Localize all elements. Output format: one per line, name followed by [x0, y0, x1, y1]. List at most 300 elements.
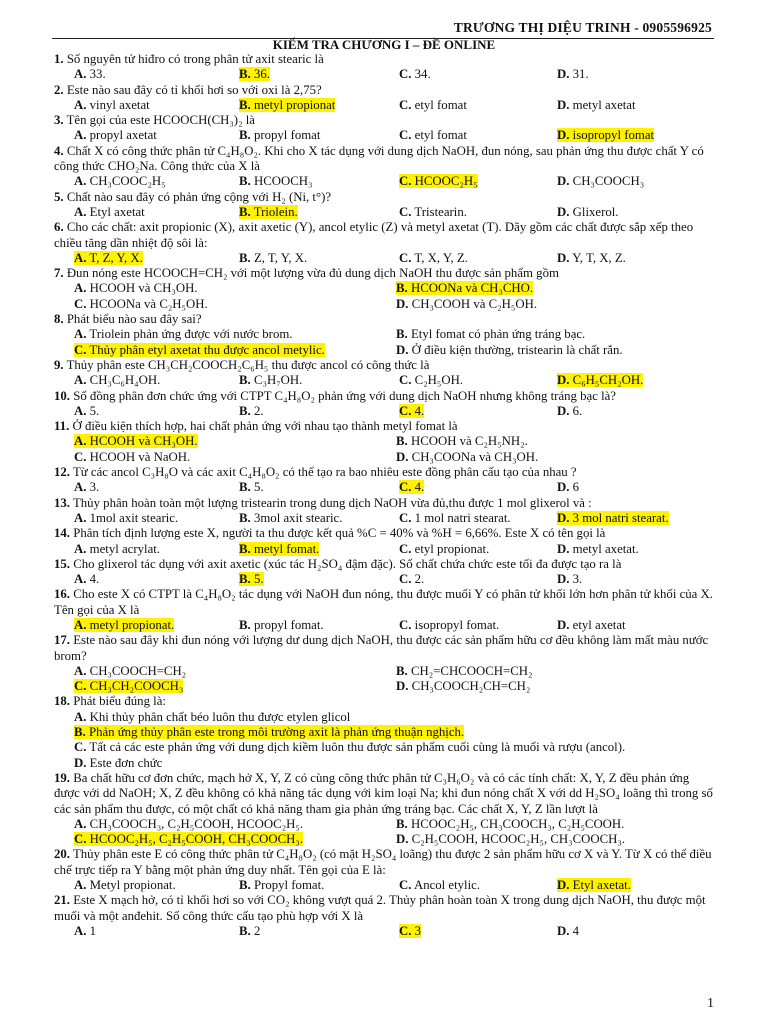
option-c[interactable]	[399, 542, 557, 557]
question-2	[54, 83, 714, 98]
question-number: 6.	[54, 220, 64, 235]
option-letter: A.	[74, 128, 87, 143]
option-letter: A.	[74, 373, 87, 388]
option-b[interactable]	[239, 511, 399, 526]
option-text: 4.	[414, 480, 425, 495]
option-letter: D.	[396, 342, 409, 357]
option-a[interactable]	[74, 924, 239, 939]
option-text: 1	[89, 923, 97, 938]
option-b[interactable]	[396, 664, 718, 679]
question-4	[54, 144, 714, 175]
option-text: 2	[253, 923, 261, 938]
option-text: C₂H₅COOH, HCOOC₂H₅, CH₃COOCH₃.	[411, 832, 626, 847]
option-d[interactable]	[557, 174, 717, 189]
option-letter: B.	[239, 97, 251, 112]
option-letter: A.	[74, 923, 87, 938]
option-d[interactable]	[396, 679, 718, 694]
question-8	[54, 312, 714, 327]
question-number: 8.	[54, 312, 64, 327]
option-row	[54, 67, 714, 82]
question-text: Ba chất hữu cơ đơn chức, mạch hở X, Y, Z có cùng công thức phân tử C₃H₆O₂ và có các tính chất: X, Y, Z đều phản ứng được với dd NaOH; X, Z đều không có khả năng tác dụng với kim loại Na; khi đun nóng chất X với dd H₂SO₄ loãng thì trong số các sản phẩm thu được, có một chất có khả năng tham gia phản ứng tráng bạc. Các chất X, Y, Z lần lượt là	[54, 770, 713, 816]
option-d[interactable]	[557, 128, 717, 143]
question-1	[54, 52, 714, 67]
option-letter: C.	[74, 832, 87, 847]
option-a[interactable]	[74, 511, 239, 526]
option-text: CH₃COOCH=CH₂	[89, 663, 187, 678]
option-text: metyl propionat.	[89, 617, 175, 632]
option-a[interactable]	[74, 128, 239, 143]
option-a[interactable]	[74, 817, 396, 832]
option-text: 33.	[89, 67, 106, 82]
option-text: 3mol axit stearic.	[253, 510, 343, 525]
option-text: propyl axetat	[89, 128, 157, 143]
question-text: Chất X có công thức phân tử C₄H₈O₂. Khi cho X tác dụng với dung dịch NaOH, đun nóng, sau phản ứng thu được chất Y có công thức CHO₂Na. Công thức của X là	[54, 143, 704, 174]
option-b[interactable]	[239, 404, 399, 419]
option-letter: D.	[396, 679, 409, 694]
option-text: HCOOCH₃	[253, 174, 313, 189]
option-text: etyl propionat.	[414, 541, 490, 556]
option-a[interactable]	[74, 710, 350, 724]
option-letter: D.	[557, 373, 570, 388]
question-text: Tên gọi của este HCOOCH(CH₃)₂ là	[66, 113, 255, 128]
option-c[interactable]	[399, 67, 557, 82]
option-row	[54, 511, 714, 526]
option-b[interactable]	[239, 542, 399, 557]
option-c[interactable]	[399, 924, 557, 939]
option-row	[54, 480, 714, 495]
option-text: Khi thủy phân chất béo luôn thu được etylen glicol	[89, 709, 351, 724]
question-5	[54, 190, 714, 205]
option-text: 3.	[572, 572, 583, 587]
option-b[interactable]	[396, 281, 718, 296]
option-row	[54, 832, 714, 847]
option-row	[54, 740, 714, 755]
option-letter: D.	[557, 403, 570, 418]
option-letter: D.	[557, 174, 570, 189]
question-15	[54, 557, 714, 572]
option-c[interactable]	[399, 511, 557, 526]
option-c[interactable]	[74, 740, 625, 754]
option-c[interactable]	[399, 251, 557, 266]
option-letter: C.	[399, 617, 412, 632]
option-text: Este đơn chức	[89, 755, 163, 770]
option-c[interactable]	[399, 878, 557, 893]
question-number: 16.	[54, 587, 70, 602]
option-text: Metyl propionat.	[89, 878, 176, 893]
option-letter: B.	[396, 327, 408, 342]
option-letter: B.	[239, 617, 251, 632]
question-text: Từ các ancol C₃H₈O và các axit C₄H₈O₂ có thể tạo ra bao nhiêu este đồng phân cấu tạo của nhau ?	[72, 465, 577, 480]
option-letter: C.	[399, 403, 412, 418]
option-c[interactable]	[74, 832, 396, 847]
option-b[interactable]	[239, 480, 399, 495]
option-letter: C.	[399, 878, 412, 893]
option-row	[54, 618, 714, 633]
question-text: Thủy phân hoàn toàn một lượng tristearin trong dung dịch NaOH vừa đủ,thu được 1 mol glixerol và :	[72, 495, 592, 510]
option-d[interactable]	[557, 98, 717, 113]
question-16	[54, 587, 714, 618]
option-letter: B.	[396, 281, 408, 296]
option-b[interactable]	[239, 878, 399, 893]
option-letter: B.	[239, 480, 251, 495]
option-text: HCOOH và C₂H₅NH₂.	[410, 434, 528, 449]
option-letter: A.	[74, 204, 87, 219]
option-d[interactable]	[396, 832, 718, 847]
option-text: isopropyl fomat	[572, 128, 655, 143]
option-text: CH₃C₆H₄OH.	[89, 373, 161, 388]
option-letter: B.	[239, 572, 251, 587]
question-number: 4.	[54, 143, 64, 158]
question-text: Cho este X có CTPT là C₄H₈O₂ tác dụng với NaOH đun nóng, thu được muối Y có phân tử khối lớn hơn phân tử khối của X. Tên gọi của X là	[54, 587, 713, 617]
option-b[interactable]	[239, 572, 399, 587]
option-letter: C.	[399, 128, 412, 143]
option-letter: A.	[74, 97, 87, 112]
option-c[interactable]	[399, 373, 557, 388]
option-letter: A.	[74, 174, 87, 189]
option-d[interactable]	[557, 480, 717, 495]
option-letter: C.	[74, 342, 87, 357]
option-b[interactable]	[239, 924, 399, 939]
option-letter: C.	[399, 923, 412, 938]
option-row	[54, 251, 714, 266]
option-text: 6.	[572, 403, 583, 418]
question-number: 14.	[54, 526, 70, 541]
option-text: CH₂=CHCOOCH=CH₂	[410, 663, 533, 678]
option-letter: D.	[557, 67, 570, 82]
question-number: 17.	[54, 633, 70, 648]
question-13	[54, 496, 714, 511]
option-a[interactable]	[74, 251, 239, 266]
option-b[interactable]	[239, 205, 399, 220]
question-number: 7.	[54, 266, 64, 281]
option-c[interactable]	[399, 205, 557, 220]
option-a[interactable]	[74, 327, 396, 342]
question-12	[54, 465, 714, 480]
option-c[interactable]	[74, 450, 396, 465]
option-text: 36.	[253, 67, 270, 82]
option-letter: D.	[557, 97, 570, 112]
question-text: Cho glixerol tác dụng với axit axetic (xúc tác H₂SO₄ đậm đặc). Số chất chứa chức este tối đa được tạo ra là	[73, 556, 622, 571]
question-text: Phân tích định lượng este X, người ta thu được kết quả %C = 40% và %H = 6,66%. Este X có tên gọi là	[73, 526, 606, 541]
option-letter: A.	[74, 327, 87, 342]
question-10	[54, 389, 714, 404]
question-number: 13.	[54, 495, 70, 510]
option-text: HCOONa và C₂H₅OH.	[89, 296, 208, 311]
option-letter: D.	[557, 128, 570, 143]
option-a[interactable]	[74, 572, 239, 587]
option-letter: B.	[396, 663, 408, 678]
option-d[interactable]	[557, 924, 717, 939]
option-letter: D.	[396, 449, 409, 464]
option-a[interactable]	[74, 542, 239, 557]
option-text: T, Z, Y, X.	[89, 250, 143, 265]
option-letter: A.	[74, 250, 87, 265]
option-d[interactable]	[396, 450, 718, 465]
option-a[interactable]	[74, 98, 239, 113]
option-text: Thủy phân etyl axetat thu được ancol metylic.	[89, 342, 325, 357]
option-letter: B.	[239, 923, 251, 938]
option-text: 4.	[414, 403, 425, 418]
option-letter: D.	[557, 480, 570, 495]
option-b[interactable]	[396, 327, 718, 342]
option-a[interactable]	[74, 174, 239, 189]
option-text: Etyl fomat có phản ứng tráng bạc.	[410, 327, 586, 342]
option-text: isopropyl fomat.	[414, 617, 500, 632]
option-row	[54, 434, 714, 449]
question-text: Đun nóng este HCOOCH=CH₂ với một lượng vừa đủ dung dịch NaOH thu được sản phẩm gồm	[66, 266, 559, 281]
option-c[interactable]	[399, 128, 557, 143]
option-a[interactable]	[74, 618, 239, 633]
question-number: 2.	[54, 82, 64, 97]
option-b[interactable]	[239, 128, 399, 143]
option-letter: A.	[74, 403, 87, 418]
option-letter: C.	[74, 740, 87, 755]
option-letter: B.	[239, 204, 251, 219]
question-number: 3.	[54, 113, 64, 128]
option-c[interactable]	[399, 404, 557, 419]
option-d[interactable]	[557, 511, 717, 526]
option-letter: A.	[74, 572, 87, 587]
question-text: Cho các chất: axit propionic (X), axit axetic (Y), ancol etylic (Z) và metyl axetat (T). Dãy gồm các chất được sắp xếp theo chiều tăng dần nhiệt độ sôi là:	[54, 220, 694, 250]
option-text: 1 mol natri stearat.	[414, 510, 511, 525]
option-row	[54, 174, 714, 189]
option-letter: B.	[239, 67, 251, 82]
option-letter: B.	[239, 174, 251, 189]
option-b[interactable]	[239, 67, 399, 82]
option-text: CH₃COOH và C₂H₅OH.	[411, 296, 538, 311]
option-letter: A.	[74, 67, 87, 82]
option-d[interactable]	[557, 404, 717, 419]
option-a[interactable]	[74, 480, 239, 495]
option-d[interactable]	[557, 205, 717, 220]
option-text: C₆H₅CH₂OH.	[572, 373, 644, 388]
option-letter: C.	[399, 572, 412, 587]
option-letter: C.	[399, 174, 412, 189]
option-b[interactable]	[239, 98, 399, 113]
option-row	[54, 878, 714, 893]
option-text: 5.	[253, 572, 264, 587]
option-letter: B.	[239, 510, 251, 525]
option-c[interactable]	[399, 572, 557, 587]
option-d[interactable]	[557, 542, 717, 557]
option-letter: B.	[239, 403, 251, 418]
question-17	[54, 633, 714, 664]
option-c[interactable]	[399, 174, 557, 189]
option-text: 5.	[89, 403, 100, 418]
option-text: Glixerol.	[572, 204, 619, 219]
option-d[interactable]	[557, 878, 717, 893]
option-b[interactable]	[396, 434, 718, 449]
option-text: metyl fomat.	[253, 541, 320, 556]
option-d[interactable]	[396, 343, 718, 358]
option-a[interactable]	[74, 373, 239, 388]
question-number: 5.	[54, 189, 64, 204]
option-row	[54, 756, 714, 771]
option-text: CH₃COONa và CH₃OH.	[411, 449, 539, 464]
author-header: TRƯƠNG THỊ DIỆU TRINH - 0905596925	[453, 20, 712, 35]
option-d[interactable]	[74, 756, 162, 770]
option-c[interactable]	[74, 343, 396, 358]
option-letter: C.	[399, 250, 412, 265]
option-text: metyl propionat	[253, 97, 336, 112]
option-text: HCOOC₂H₅	[414, 174, 478, 189]
question-number: 19.	[54, 770, 70, 785]
page-number: 1	[707, 996, 714, 1011]
option-letter: C.	[74, 679, 87, 694]
option-letter: D.	[396, 832, 409, 847]
option-row	[54, 924, 714, 939]
option-text: Etyl axetat.	[572, 878, 631, 893]
option-letter: B.	[239, 128, 251, 143]
option-row	[54, 343, 714, 358]
option-row	[54, 817, 714, 832]
option-text: Etyl axetat	[89, 204, 145, 219]
option-b[interactable]	[239, 174, 399, 189]
question-6	[54, 220, 714, 251]
option-d[interactable]	[557, 373, 717, 388]
option-letter: C.	[399, 510, 412, 525]
option-text: etyl axetat	[572, 617, 626, 632]
option-text: vinyl axetat	[89, 97, 150, 112]
option-a[interactable]	[74, 664, 396, 679]
option-row	[54, 297, 714, 312]
option-a[interactable]	[74, 67, 239, 82]
question-text: Chất nào sau đây có phản ứng cộng với H₂ (Ni, t°)?	[66, 189, 332, 204]
option-letter: D.	[557, 617, 570, 632]
option-b[interactable]	[396, 817, 718, 832]
option-letter: D.	[557, 250, 570, 265]
option-letter: C.	[74, 449, 87, 464]
option-text: Phản ứng thủy phân este trong môi trường axit là phản ứng thuận nghịch.	[88, 725, 465, 740]
option-letter: D.	[396, 296, 409, 311]
option-text: metyl acrylat.	[89, 541, 161, 556]
question-number: 21.	[54, 893, 70, 908]
option-text: propyl fomat	[253, 128, 321, 143]
option-a[interactable]	[74, 205, 239, 220]
option-text: 3.	[89, 480, 100, 495]
option-a[interactable]	[74, 434, 396, 449]
option-letter: D.	[557, 923, 570, 938]
option-text: 2.	[414, 572, 425, 587]
option-letter: D.	[557, 572, 570, 587]
option-text: 4.	[89, 572, 100, 587]
option-row	[54, 572, 714, 587]
option-letter: D.	[557, 541, 570, 556]
option-letter: A.	[74, 510, 87, 525]
option-text: Y, T, X, Z.	[572, 250, 626, 265]
option-text: CH₃CH₂COOCH₃	[89, 679, 184, 694]
option-a[interactable]	[74, 878, 239, 893]
option-d[interactable]	[557, 67, 717, 82]
question-number: 12.	[54, 465, 70, 480]
question-text: Este X mạch hở, có tỉ khối hơi so với CO₂ không vượt quá 2. Thủy phân hoàn toàn X trong dung dịch NaOH, thu được một muối và một anđehit. Số công thức cấu tạo phù hợp với X là	[54, 893, 706, 923]
option-text: Triolein.	[253, 204, 298, 219]
question-text: Ở điều kiện thích hợp, hai chất phản ứng với nhau tạo thành metyl fomat là	[72, 419, 458, 434]
option-row	[54, 710, 714, 725]
option-text: metyl axetat.	[572, 541, 639, 556]
option-text: Z, T, Y, X.	[253, 250, 308, 265]
exam-title: KIỂM TRA CHƯƠNG I – ĐỀ ONLINE	[272, 37, 496, 52]
question-20	[54, 847, 714, 878]
option-d[interactable]	[557, 618, 717, 633]
option-letter: A.	[74, 878, 87, 893]
option-letter: A.	[74, 816, 87, 831]
option-c[interactable]	[74, 297, 396, 312]
option-c[interactable]	[399, 480, 557, 495]
option-a[interactable]	[74, 281, 396, 296]
option-row	[54, 205, 714, 220]
option-text: HCOOH và CH₃OH.	[89, 434, 198, 449]
option-text: 3 mol natri stearat.	[572, 510, 669, 525]
option-letter: A.	[74, 281, 87, 296]
question-21	[54, 893, 714, 924]
option-text: C₂H₅OH.	[414, 373, 464, 388]
option-letter: B.	[396, 434, 408, 449]
option-text: HCOONa và CH₃CHO.	[410, 281, 534, 296]
option-text: Tất cả các este phản ứng với dung dịch kiềm luôn thu được sản phẩm cuối cùng là muối và rượu (ancol).	[89, 740, 626, 755]
option-letter: B.	[239, 541, 251, 556]
option-text: HCOOH và CH₃OH.	[89, 281, 198, 296]
option-letter: C.	[399, 67, 412, 82]
option-text: Propyl fomat.	[253, 878, 325, 893]
option-text: HCOOC₂H₅, CH₃COOCH₃, C₂H₅COOH.	[410, 816, 625, 831]
option-d[interactable]	[557, 251, 717, 266]
question-text: Este nào sau đây có tỉ khối hơi so với oxi là 2,75?	[66, 82, 322, 97]
option-letter: B.	[239, 373, 251, 388]
option-row	[54, 664, 714, 679]
option-b[interactable]	[74, 725, 464, 739]
question-number: 10.	[54, 388, 70, 403]
question-text: Thủy phân este E có công thức phân tử C₄H₈O₂ (có mặt H₂SO₄ loãng) thu được 2 sản phẩm hữu cơ X và Y. Từ X có thể điều chế trực tiếp ra Y bằng một phản ứng duy nhất. Tên gọi của E là:	[54, 847, 712, 877]
option-text: Triolein phản ứng được với nước brom.	[89, 327, 293, 342]
option-b[interactable]	[239, 251, 399, 266]
option-b[interactable]	[239, 618, 399, 633]
question-text: Thủy phân este CH₃CH₂COOCH₂C₆H₅ thu được ancol có công thức là	[66, 357, 430, 372]
option-a[interactable]	[74, 404, 239, 419]
option-text: CH₃COOCH₃	[572, 174, 645, 189]
option-letter: B.	[239, 250, 251, 265]
option-letter: C.	[399, 204, 412, 219]
option-d[interactable]	[557, 572, 717, 587]
option-letter: C.	[399, 480, 412, 495]
question-14	[54, 526, 714, 541]
option-letter: A.	[74, 434, 87, 449]
option-text: CH₃COOCH₃, C₂H₅COOH, HCOOC₂H₅.	[89, 816, 304, 831]
option-row	[54, 373, 714, 388]
option-d[interactable]	[396, 297, 718, 312]
option-row	[54, 404, 714, 419]
option-letter: B.	[396, 816, 408, 831]
option-row	[54, 725, 714, 740]
question-number: 18.	[54, 694, 70, 709]
question-9	[54, 358, 714, 373]
option-b[interactable]	[239, 373, 399, 388]
option-text: Ancol etylic.	[413, 878, 481, 893]
option-row	[54, 327, 714, 342]
question-7	[54, 266, 714, 281]
option-text: 4	[572, 923, 580, 938]
question-number: 15.	[54, 556, 70, 571]
option-text: Tristearin.	[414, 204, 467, 219]
option-c[interactable]	[399, 98, 557, 113]
option-c[interactable]	[399, 618, 557, 633]
option-text: 3	[414, 923, 422, 938]
option-c[interactable]	[74, 679, 396, 694]
option-text: 34.	[414, 67, 431, 82]
option-row	[54, 679, 714, 694]
option-row	[54, 128, 714, 143]
option-text: etyl fomat	[414, 97, 467, 112]
